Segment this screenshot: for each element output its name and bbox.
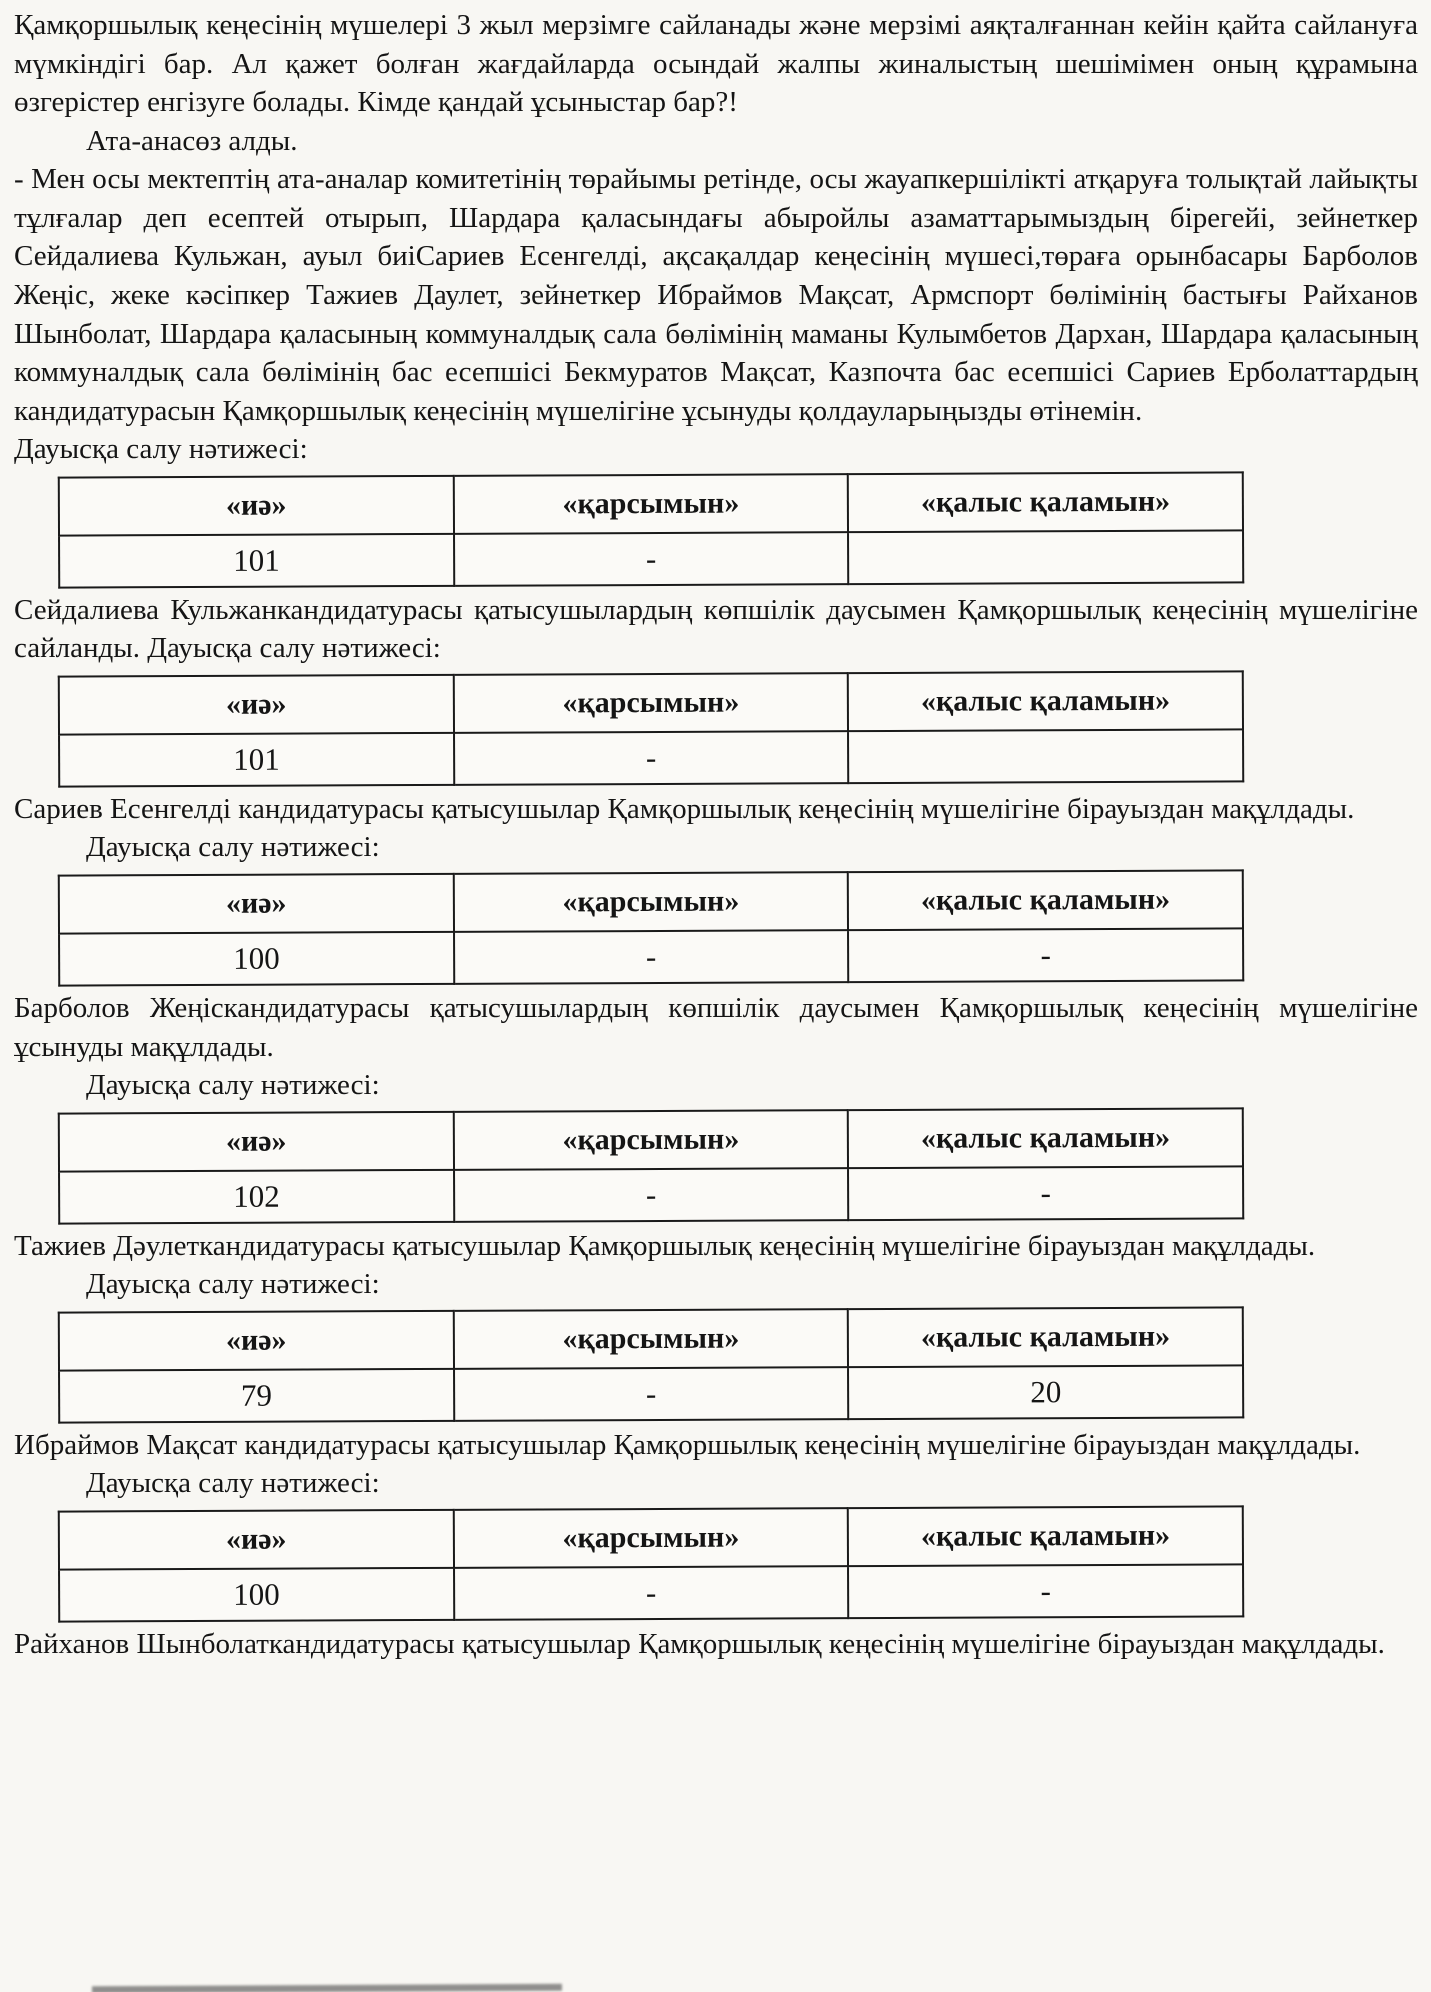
vote-table-4-header-against: «қарсымын» xyxy=(453,1110,848,1170)
vote-table-3-header-abstain: «қалыс қаламын» xyxy=(848,870,1243,930)
vote-table-2-body xyxy=(59,729,1243,786)
vote-table-5 xyxy=(58,1306,1244,1423)
vote-table-3-value-yes: 100 xyxy=(59,932,454,986)
vote-table-5-header-abstain: «қалыс қаламын» xyxy=(848,1307,1243,1367)
vote-table-2-value-abstain xyxy=(848,729,1243,783)
vote-results-label-1: Дауысқа салу нәтижесі: xyxy=(14,433,308,466)
vote-results-label-4: Дауысқа салу нәтижесі: xyxy=(86,1268,380,1301)
vote-results-label-2: Дауысқа салу нәтижесі: xyxy=(86,831,380,864)
vote-table-1-value-row xyxy=(59,530,1243,587)
vote-table-4-header-abstain: «қалыс қаламын» xyxy=(848,1108,1243,1168)
vote-table-2-header-yes: «иә» xyxy=(59,675,454,735)
vote-table-5-value-yes: 79 xyxy=(59,1369,454,1423)
vote-table-4-value-against: - xyxy=(454,1168,849,1222)
vote-table-2-header-row xyxy=(59,671,1243,734)
vote-table-3-header-against: «қарсымын» xyxy=(453,872,848,932)
vote-table-5-header-yes: «иә» xyxy=(59,1311,454,1371)
vote-table-4-header-row xyxy=(59,1108,1243,1171)
vote-table-4-value-row xyxy=(59,1166,1243,1223)
paragraph-parent-took-floor: Ата-анасөз алды. xyxy=(86,124,298,157)
paragraph-result-raikhanov: Райханов Шынболаткандидатурасы қатысушылар Қамқоршылық кеңесінің мүшелігіне бірауыздан мақұлдады. xyxy=(14,1627,1385,1660)
paragraph-result-sariev: Сариев Есенгелді кандидатурасы қатысушылар Қамқоршылық кеңесінің мүшелігіне бірауыздан мақұлдады. xyxy=(14,792,1355,825)
vote-table-3-header-yes: «иә» xyxy=(59,874,454,934)
vote-table-2-header-against: «қарсымын» xyxy=(453,673,848,733)
vote-table-2-value-row xyxy=(59,729,1243,786)
vote-table-3 xyxy=(58,869,1244,986)
vote-table-1-header-yes: «иә» xyxy=(59,476,454,536)
vote-table-6-value-abstain: - xyxy=(848,1564,1243,1618)
paragraph-result-barbolov: Барболов Жеңіскандидатурасы қатысушылардың көпшілік даусымен Қамқоршылық кеңесінің мүшелігіне ұсынуды мақұлдады. xyxy=(14,992,1418,1063)
vote-table-6-value-row xyxy=(59,1564,1243,1621)
scan-artifact-bottom xyxy=(92,1984,562,1992)
vote-table-2-value-yes: 101 xyxy=(59,733,454,787)
vote-table-5-value-abstain: 20 xyxy=(848,1365,1243,1419)
vote-table-3-value-abstain: - xyxy=(848,928,1243,982)
vote-results-label-5: Дауысқа салу нәтижесі: xyxy=(86,1467,380,1500)
vote-table-3-body xyxy=(59,928,1243,985)
vote-table-6-value-against: - xyxy=(454,1566,849,1620)
paragraph-speech: - Мен осы мектептің ата-аналар комитетінің төрайымы ретінде, осы жауапкершілікті атқаруға толықтай лайықты тұлғалар деп есептей отырып, Шардара қаласындағы абыройлы азаматтарымыздың бірегейі, зейнеткер Сейдалиева Кульжан, ауыл биіСариев Есенгелді, ақсақалдар кеңесінің мүшесі,төраға орынбасары Барболов Жеңіс, жеке кәсіпкер Тажиев Даулет, зейнеткер Ибраймов Мақсат, Армспорт бөлімінің бастығы Райханов Шынболат, Шардара қаласының коммуналдық сала бөлімінің маманы Кулымбетов Дархан, Шардара қаласының коммуналдық сала бөлімінің бас есепшісі Бекмуратов Мақсат, Казпочта бас есепшісі Сариев Ерболаттардың кандидатурасын Қамқоршылық кеңесінің мүшелігіне ұсынуды қолдауларыңызды өтінемін. xyxy=(14,163,1418,427)
vote-table-2 xyxy=(58,670,1244,787)
vote-table-4-value-abstain: - xyxy=(848,1166,1243,1220)
vote-table-1 xyxy=(58,471,1244,588)
paragraph-intro: Қамқоршылық кеңесінің мүшелері 3 жыл мерзімге сайланады және мерзімі аяқталғаннан кейін қайта сайлануға мүмкіндігі бар. Ал қажет болған жағдайларда осындай жалпы жиналыстың шешімімен оның құрамына өзгерістер енгізуге болады. Кімде қандай ұсыныстар бар?! xyxy=(14,9,1418,119)
vote-table-1-header-row xyxy=(59,472,1243,535)
vote-table-6-header-abstain: «қалыс қаламын» xyxy=(848,1506,1243,1566)
vote-table-2-header-abstain: «қалыс қаламын» xyxy=(848,671,1243,731)
vote-table-4-body xyxy=(59,1166,1243,1223)
vote-table-1-value-abstain xyxy=(848,530,1243,584)
vote-table-5-value-row xyxy=(59,1365,1243,1422)
vote-table-3-value-row xyxy=(59,928,1243,985)
vote-table-4-value-yes: 102 xyxy=(59,1170,454,1224)
vote-table-3-value-against: - xyxy=(454,930,849,984)
vote-table-6-header-yes: «иә» xyxy=(59,1510,454,1570)
vote-table-1-value-against: - xyxy=(454,532,849,586)
vote-table-6-header-row xyxy=(59,1506,1243,1569)
vote-table-6-header-against: «қарсымын» xyxy=(453,1508,848,1568)
vote-table-5-body xyxy=(59,1365,1243,1422)
vote-table-5-header-row xyxy=(59,1307,1243,1370)
paragraph-result-ibraimov: Ибраймов Мақсат кандидатурасы қатысушылар Қамқоршылық кеңесінің мүшелігіне бірауыздан мақұлдады. xyxy=(14,1428,1361,1461)
vote-table-6-body xyxy=(59,1564,1243,1621)
vote-table-1-header-against: «қарсымын» xyxy=(453,474,848,534)
vote-table-6-value-yes: 100 xyxy=(59,1568,454,1622)
paragraph-result-tazhiev: Тажиев Дәулеткандидатурасы қатысушылар Қамқоршылық кеңесінің мүшелігіне бірауыздан мақұлдады. xyxy=(14,1229,1316,1262)
vote-table-5-header-against: «қарсымын» xyxy=(453,1309,848,1369)
vote-table-4 xyxy=(58,1107,1244,1224)
vote-table-2-value-against: - xyxy=(454,731,849,785)
vote-results-label-3: Дауысқа салу нәтижесі: xyxy=(86,1069,380,1102)
vote-table-4-header-yes: «иә» xyxy=(59,1112,454,1172)
vote-table-1-body xyxy=(59,530,1243,587)
paragraph-result-seidalieva: Сейдалиева Кульжанкандидатурасы қатысушылардың көпшілік даусымен Қамқоршылық кеңесінің мүшелігіне сайланды. Дауысқа салу нәтижесі: xyxy=(14,593,1418,665)
vote-table-5-value-against: - xyxy=(454,1367,849,1421)
vote-table-1-header-abstain: «қалыс қаламын» xyxy=(848,472,1243,532)
vote-table-3-header-row xyxy=(59,870,1243,933)
vote-table-6 xyxy=(58,1505,1244,1622)
vote-table-1-value-yes: 101 xyxy=(59,534,454,588)
